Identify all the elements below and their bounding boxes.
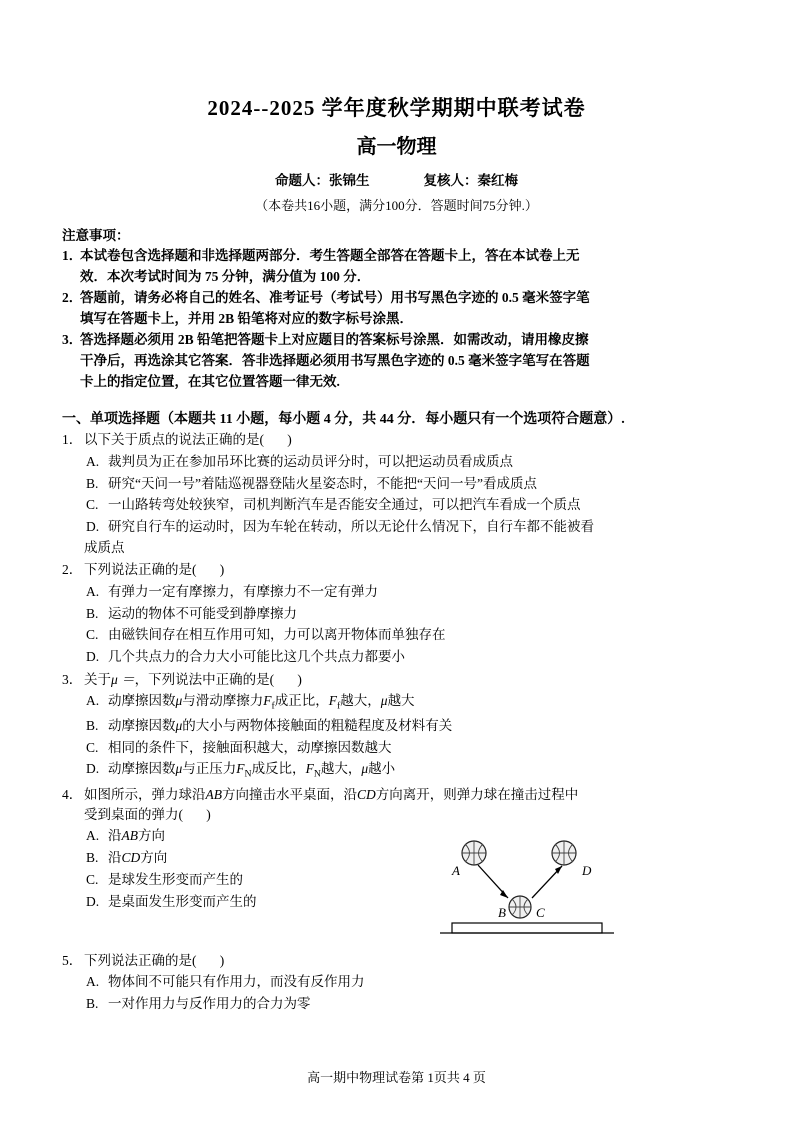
symbol-f: F bbox=[328, 693, 338, 709]
symbol-sub: f bbox=[271, 701, 275, 713]
symbol-mu: μ bbox=[175, 693, 183, 709]
option-text: 相同的条件下，接触面积越大，动摩擦因数越大 bbox=[108, 739, 392, 755]
question-stem-formula: μ ＝ bbox=[111, 672, 135, 688]
notice-item bbox=[62, 330, 731, 351]
notice-heading: 注意事项： bbox=[62, 228, 130, 243]
option-label: B. bbox=[86, 475, 99, 491]
option-text: 裁判员为正在参加吊环比赛的运动员评分时，可以把运动员看成质点 bbox=[108, 453, 513, 469]
option-label: D. bbox=[86, 519, 100, 535]
question-stem-text: 方向离开，则弹力球在撞击过程中 bbox=[375, 786, 579, 802]
option-d[interactable] bbox=[62, 516, 731, 538]
option-text: 成反比， bbox=[251, 761, 306, 777]
question-stem bbox=[62, 951, 731, 971]
figure-label-a: A bbox=[452, 862, 460, 878]
question-stem-tail: ) bbox=[287, 432, 292, 448]
option-c[interactable] bbox=[62, 494, 731, 516]
option-label: C. bbox=[86, 739, 99, 755]
symbol-mu: μ bbox=[361, 761, 369, 777]
option-text: 有弹力一定有摩擦力，有摩擦力不一定有弹力 bbox=[108, 583, 378, 599]
page-footer: 高一期中物理试卷第 1页共 4 页 bbox=[307, 1070, 486, 1085]
option-label: B. bbox=[86, 717, 99, 733]
figure-label-d: D bbox=[582, 862, 592, 878]
option-text: 研究“天问一号”着陆巡视器登陆火星姿态时，不能把“天问一号”看成质点 bbox=[108, 475, 537, 491]
question-2 bbox=[62, 560, 731, 668]
option-text: 研究自行车的运动时，因为车轮在转动，所以无论什么情况下，自行车都不能被看 bbox=[108, 519, 594, 535]
question-number: 3． bbox=[62, 672, 83, 688]
option-text: 一山路转弯处较狭窄，司机判断汽车是否能安全通过，可以把汽车看成一个质点 bbox=[108, 497, 581, 513]
option-a[interactable] bbox=[62, 451, 731, 473]
notice-item bbox=[62, 288, 731, 309]
question-stem bbox=[62, 560, 731, 580]
option-b[interactable] bbox=[62, 715, 731, 737]
notice-line: 答题前，请务必将自己的姓名、准考证号（考试号）用书写黑色字迹的 0.5 毫米签字笔 bbox=[80, 289, 590, 305]
option-b[interactable] bbox=[62, 473, 731, 495]
symbol-cd: CD bbox=[357, 786, 376, 802]
option-text: 动摩擦因数 bbox=[108, 693, 176, 709]
symbol-sub: N bbox=[313, 769, 321, 781]
option-label: D. bbox=[86, 893, 100, 909]
option-label: B. bbox=[86, 995, 99, 1011]
option-label: A. bbox=[86, 693, 100, 709]
option-text: 动摩擦因数 bbox=[108, 717, 176, 733]
question-stem bbox=[62, 785, 731, 805]
option-b[interactable] bbox=[62, 847, 731, 869]
option-text: 运动的物体不可能受到静摩擦力 bbox=[108, 605, 297, 621]
option-label: B. bbox=[86, 850, 99, 866]
notice-line: 填写在答题卡上，并用 2B 铅笔将对应的数字标号涂黑． bbox=[80, 310, 414, 326]
option-c[interactable] bbox=[62, 624, 731, 646]
page-title: 2024--2025 学年度秋学期期中联考试卷 bbox=[207, 96, 586, 120]
option-text: 是球发生形变而产生的 bbox=[108, 872, 243, 888]
subject-title: 高一物理 bbox=[356, 136, 437, 158]
figure-label-b: B bbox=[498, 904, 506, 920]
option-label: D. bbox=[86, 649, 100, 665]
symbol-cd: CD bbox=[121, 850, 141, 866]
option-text: 越大， bbox=[320, 761, 362, 777]
option-label: C. bbox=[86, 627, 99, 643]
option-text: 越大 bbox=[387, 693, 415, 709]
notice-line: 干净后，再选涂其它答案．答非选择题必须用书写黑色字迹的 0.5 毫米签字笔写在答题 bbox=[80, 352, 590, 368]
symbol-mu: μ bbox=[175, 717, 183, 733]
notice-line: 卡上的指定位置，在其它位置答题一律无效. bbox=[80, 373, 340, 389]
question-stem-text: 方向撞击水平桌面，沿 bbox=[222, 786, 357, 802]
option-a[interactable] bbox=[62, 581, 731, 603]
symbol-f: F bbox=[263, 693, 272, 709]
option-label: C. bbox=[86, 872, 99, 888]
question-number: 5． bbox=[62, 952, 83, 968]
option-label: D. bbox=[86, 761, 100, 777]
option-d-continued: 成质点 bbox=[84, 540, 125, 556]
question-stem bbox=[62, 430, 731, 450]
notice-number: 1． bbox=[62, 248, 83, 263]
option-a[interactable] bbox=[62, 971, 731, 993]
option-text: 的大小与两物体接触面的粗糙程度及材料有关 bbox=[182, 717, 453, 733]
option-c[interactable] bbox=[62, 869, 731, 891]
option-c[interactable] bbox=[62, 737, 731, 759]
option-text: 沿 bbox=[108, 850, 122, 866]
figure-label-c: C bbox=[536, 904, 545, 920]
option-d[interactable] bbox=[62, 646, 731, 668]
question-stem-suffix: ，下列说法中正确的是( bbox=[134, 672, 275, 688]
notice-number: 3． bbox=[62, 331, 83, 347]
question-stem-tail: ) bbox=[219, 952, 225, 968]
question-stem-text: 下列说法正确的是( bbox=[84, 952, 197, 968]
byline-author: 命题人：张锦生 bbox=[275, 173, 370, 188]
question-stem-tail: ) bbox=[206, 807, 211, 823]
question-3 bbox=[62, 670, 731, 783]
symbol-ab: AB bbox=[121, 828, 138, 844]
question-4 bbox=[62, 785, 731, 953]
option-text: 几个共点力的合力大小可能比这几个共点力都要小 bbox=[108, 649, 405, 665]
option-a[interactable] bbox=[62, 690, 731, 714]
symbol-f: F bbox=[236, 761, 245, 777]
question-number: 1． bbox=[62, 432, 83, 448]
question-stem-text: 受到桌面的弹力( bbox=[84, 807, 183, 823]
notice-number: 2． bbox=[62, 289, 83, 305]
notice-line: 效．本次考试时间为 75 分钟，满分值为 100 分． bbox=[80, 268, 371, 284]
option-b[interactable] bbox=[62, 603, 731, 625]
symbol-f: F bbox=[305, 761, 314, 777]
option-text: 沿 bbox=[108, 828, 122, 844]
option-text: 由磁铁间存在相互作用可知，力可以离开物体而单独存在 bbox=[108, 627, 446, 643]
symbol-ab: AB bbox=[205, 786, 222, 802]
option-text: 方向 bbox=[140, 850, 168, 866]
option-text: 成正比， bbox=[274, 693, 329, 709]
notice-item bbox=[62, 246, 731, 267]
option-b[interactable] bbox=[62, 993, 731, 1015]
option-a[interactable] bbox=[62, 825, 731, 847]
option-label: A. bbox=[86, 974, 100, 990]
question-stem bbox=[62, 670, 731, 690]
option-text: 与正压力 bbox=[182, 761, 237, 777]
option-text: 越小 bbox=[368, 761, 396, 777]
question-stem-prefix: 关于 bbox=[84, 672, 111, 688]
question-number: 2． bbox=[62, 562, 83, 578]
question-1 bbox=[62, 430, 731, 558]
option-label: B. bbox=[86, 605, 99, 621]
symbol-mu: μ bbox=[380, 693, 388, 709]
option-label: A. bbox=[86, 453, 100, 469]
option-d[interactable] bbox=[62, 758, 731, 782]
question-stem-text: 如图所示，弹力球沿 bbox=[84, 786, 206, 802]
question-stem-tail: ) bbox=[297, 672, 302, 688]
notice-line: 本试卷包含选择题和非选择题两部分．考生答题全部答在答题卡上，答在本试卷上无 bbox=[80, 248, 580, 263]
exam-info: （本卷共16小题，满分100分．答题时间75分钟.） bbox=[255, 198, 538, 213]
option-text: 物体间不可能只有作用力，而没有反作用力 bbox=[108, 974, 365, 990]
symbol-sub: N bbox=[244, 769, 252, 781]
section-heading-one: 一、单项选择题（本题共 11 小题，每小题 4 分，共 44 分．每小题只有一个选项符合题意）. bbox=[62, 412, 625, 428]
notice-line: 答选择题必须用 2B 铅笔把答题卡上对应题目的答案标号涂黑．如需改动，请用橡皮擦 bbox=[80, 331, 589, 347]
question-stem-text: 以下关于质点的说法正确的是( bbox=[84, 432, 264, 448]
symbol-mu: μ bbox=[175, 761, 183, 777]
byline-reviewer: 复核人：秦红梅 bbox=[423, 173, 518, 188]
option-text: 与滑动摩擦力 bbox=[182, 693, 264, 709]
option-text: 动摩擦因数 bbox=[108, 761, 176, 777]
symbol-sub: f bbox=[337, 701, 341, 713]
option-label: A. bbox=[86, 828, 100, 844]
question-stem-text: 下列说法正确的是( bbox=[84, 562, 197, 578]
byline bbox=[62, 169, 731, 189]
question-stem-tail: ) bbox=[219, 562, 225, 578]
option-d[interactable] bbox=[62, 891, 731, 913]
question-5 bbox=[62, 951, 731, 1015]
option-label: A. bbox=[86, 583, 100, 599]
option-text: 方向 bbox=[138, 828, 165, 844]
option-label: C. bbox=[86, 497, 99, 513]
question-number: 4． bbox=[62, 786, 83, 802]
question-stem-line2 bbox=[62, 805, 731, 825]
option-text: 一对作用力与反作用力的合力为零 bbox=[108, 995, 311, 1011]
option-text: 越大， bbox=[340, 693, 381, 709]
option-text: 是桌面发生形变而产生的 bbox=[108, 893, 257, 909]
